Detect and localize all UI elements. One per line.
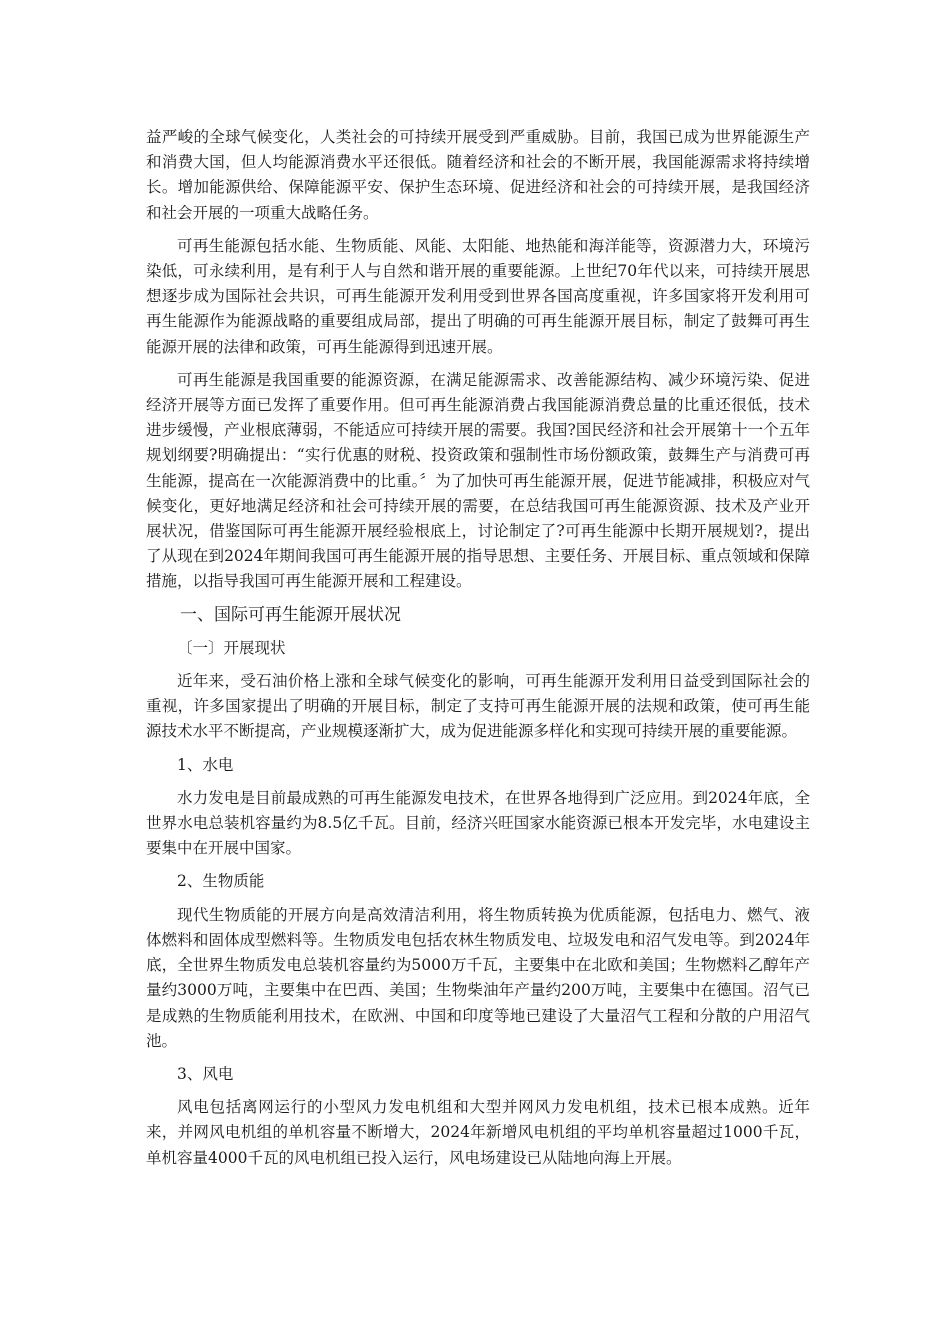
subsection-heading-status: 〔一〕开展现状	[177, 638, 286, 657]
paragraph-intro-continued: 益严峻的全球气候变化，人类社会的可持续开展受到严重威胁。目前，我国已成为世界能源生产和消费大国，但人均能源消费水平还很低。随着经济和社会的不断开展，我国能源需求将持续增长。增加能源供给、保障能源平安、保护生态环境、促进经济和社会的可持续开展，是我国经济和社会开展的一项重大战略任务。	[146, 128, 810, 222]
item-heading-wind: 3、风电	[177, 1064, 234, 1083]
paragraph-biomass: 现代生物质能的开展方向是高效清洁利用，将生物质转换为优质能源，包括电力、燃气、液体燃料和固体成型燃料等。生物质发电包括农林生物质发电、垃圾发电和沼气发电等。到2024年底，全世界生物质发电总装机容量约为5000万千瓦，主要集中在北欧和美国；生物燃料乙醇年产量约3000万吨，主要集中在巴西、美国；生物柴油年产量约200万吨，主要集中在德国。沼气已是成熟的生物质能利用技术，在欧洲、中国和印度等地已建设了大量沼气工程和分散的户用沼气池。	[146, 905, 810, 1050]
paragraph-wind: 风电包括离网运行的小型风力发电机组和大型并网风力发电机组，技术已根本成熟。近年来，并网风电机组的单机容量不断增大，2024年新增风电机组的平均单机容量超过1000千瓦，单机容量4000千瓦的风电机组已投入运行，风电场建设已从陆地向海上开展。	[146, 1098, 810, 1167]
section-heading-international: 一、国际可再生能源开展状况	[180, 604, 401, 625]
paragraph-hydropower: 水力发电是目前最成熟的可再生能源发电技术，在世界各地得到广泛应用。到2024年底，全世界水电总装机容量约为8.5亿千瓦。目前，经济兴旺国家水能资源已根本开发完毕，水电建设主要集中在开展中国家。	[146, 788, 810, 858]
paragraph-recent-years: 近年来，受石油价格上涨和全球气候变化的影响，可再生能源开发利用日益受到国际社会的重视，许多国家提出了明确的开展目标，制定了支持可再生能源开展的法规和政策，使可再生能源技术水平不断提高，产业规模逐渐扩大，成为促进能源多样化和实现可持续开展的重要能源。	[146, 672, 810, 741]
item-heading-biomass: 2、生物质能	[177, 872, 265, 891]
paragraph-china-renewable: 可再生能源是我国重要的能源资源，在满足能源需求、改善能源结构、减少环境污染、促进经济开展等方面已发挥了重要作用。但可再生能源消费占我国能源消费总量的比重还很低，技术进步缓慢，产业根底薄弱，不能适应可持续开展的需要。我国?国民经济和社会开展第十一个五年规划纲要?明确提出：“实行优惠的财税、投资政策和强制性市场份额政策，鼓舞生产与消费可再生能源，提高在一次能源消费中的比重。〞为了加快可再生能源开展，促进节能减排，积极应对气候变化，更好地满足经济和社会可持续开展的需要，在总结我国可再生能源资源、技术及产业开展状况，借鉴国际可再生能源开展经验根底上，讨论制定了?可再生能源中长期开展规划?，提出了从现在到2024年期间我国可再生能源开展的指导思想、主要任务、开展目标、重点领域和保障措施，以指导我国可再生能源开展和工程建设。	[146, 370, 810, 591]
item-heading-hydropower: 1、水电	[177, 755, 234, 774]
document-body	[146, 125, 810, 1179]
paragraph-renewable-definition: 可再生能源包括水能、生物质能、风能、太阳能、地热能和海洋能等，资源潜力大，环境污染低，可永续利用，是有利于人与自然和谐开展的重要能源。上世纪70年代以来，可持续开展思想逐步成为国际社会共识，可再生能源开发利用受到世界各国高度重视，许多国家将开发利用可再生能源作为能源战略的重要组成局部，提出了明确的可再生能源开展目标，制定了鼓舞可再生能源开展的法律和政策，可再生能源得到迅速开展。	[146, 236, 810, 356]
